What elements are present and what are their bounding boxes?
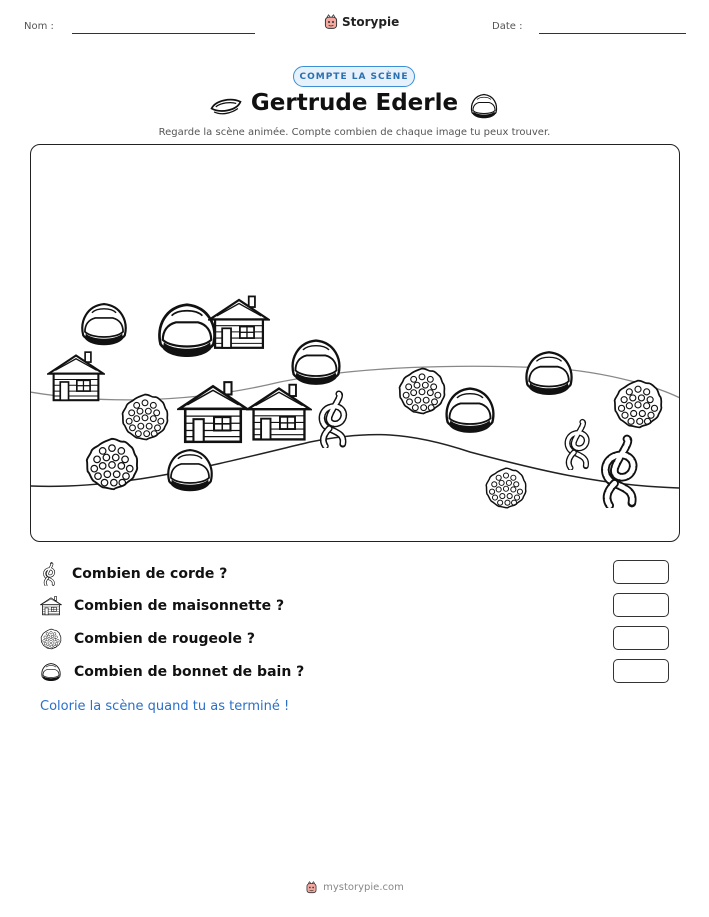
answer-box-rope[interactable] bbox=[613, 560, 669, 584]
brand-name: Storypie bbox=[342, 15, 400, 29]
measles bbox=[615, 381, 662, 428]
answer-box-cabin[interactable] bbox=[613, 593, 669, 617]
date-line[interactable] bbox=[539, 33, 686, 34]
question-cabin bbox=[40, 595, 284, 617]
name-label: Nom : bbox=[24, 21, 54, 32]
cabin bbox=[210, 296, 268, 347]
question-label: Combien de maisonnette ? bbox=[74, 598, 285, 614]
measles bbox=[486, 468, 526, 508]
swim-cap bbox=[527, 352, 572, 395]
rope bbox=[605, 439, 633, 506]
measles-icon bbox=[40, 628, 62, 650]
answer-box-measles[interactable] bbox=[613, 626, 669, 650]
answer-box-swim-cap[interactable] bbox=[613, 659, 669, 683]
rope bbox=[568, 422, 587, 468]
question-label: Combien de bonnet de bain ? bbox=[74, 664, 305, 680]
activity-badge: COMPTE LA SCÈNE bbox=[293, 66, 415, 87]
coloring-instruction: Colorie la scène quand tu as terminé ! bbox=[40, 699, 290, 714]
footer-url[interactable]: mystorypie.com bbox=[323, 882, 404, 893]
question-label: Combien de corde ? bbox=[72, 566, 228, 582]
scene-frame bbox=[30, 144, 680, 542]
swim-cap bbox=[82, 304, 125, 345]
horizon-line bbox=[30, 366, 680, 400]
measles bbox=[123, 395, 168, 440]
swim-cap bbox=[447, 389, 494, 433]
cabin-icon bbox=[40, 595, 62, 617]
swim-cap bbox=[293, 341, 340, 385]
question-label: Combien de rougeole ? bbox=[74, 631, 255, 647]
measles bbox=[400, 369, 445, 414]
question-rope bbox=[40, 562, 227, 586]
measles bbox=[87, 439, 137, 489]
brand-logo bbox=[323, 14, 399, 30]
instructions: Regarde la scène animée. Compte combien de chaque image tu peux trouver. bbox=[158, 127, 551, 138]
cabin bbox=[248, 385, 310, 440]
scene-illustration bbox=[30, 144, 680, 542]
mascot-icon bbox=[323, 14, 339, 30]
swim-cap-icon bbox=[40, 661, 62, 683]
rope-icon bbox=[40, 562, 60, 586]
mascot-icon bbox=[305, 881, 318, 894]
question-swim-cap bbox=[40, 661, 304, 683]
page-title: Gertrude Ederle bbox=[250, 90, 459, 116]
swim-cap bbox=[168, 450, 211, 491]
date-label: Date : bbox=[492, 21, 523, 32]
question-measles bbox=[40, 628, 255, 650]
name-line[interactable] bbox=[72, 33, 255, 34]
footer bbox=[0, 881, 709, 894]
cabin bbox=[49, 352, 104, 400]
swim-cap-icon bbox=[469, 92, 499, 120]
swim-cap bbox=[160, 305, 215, 357]
